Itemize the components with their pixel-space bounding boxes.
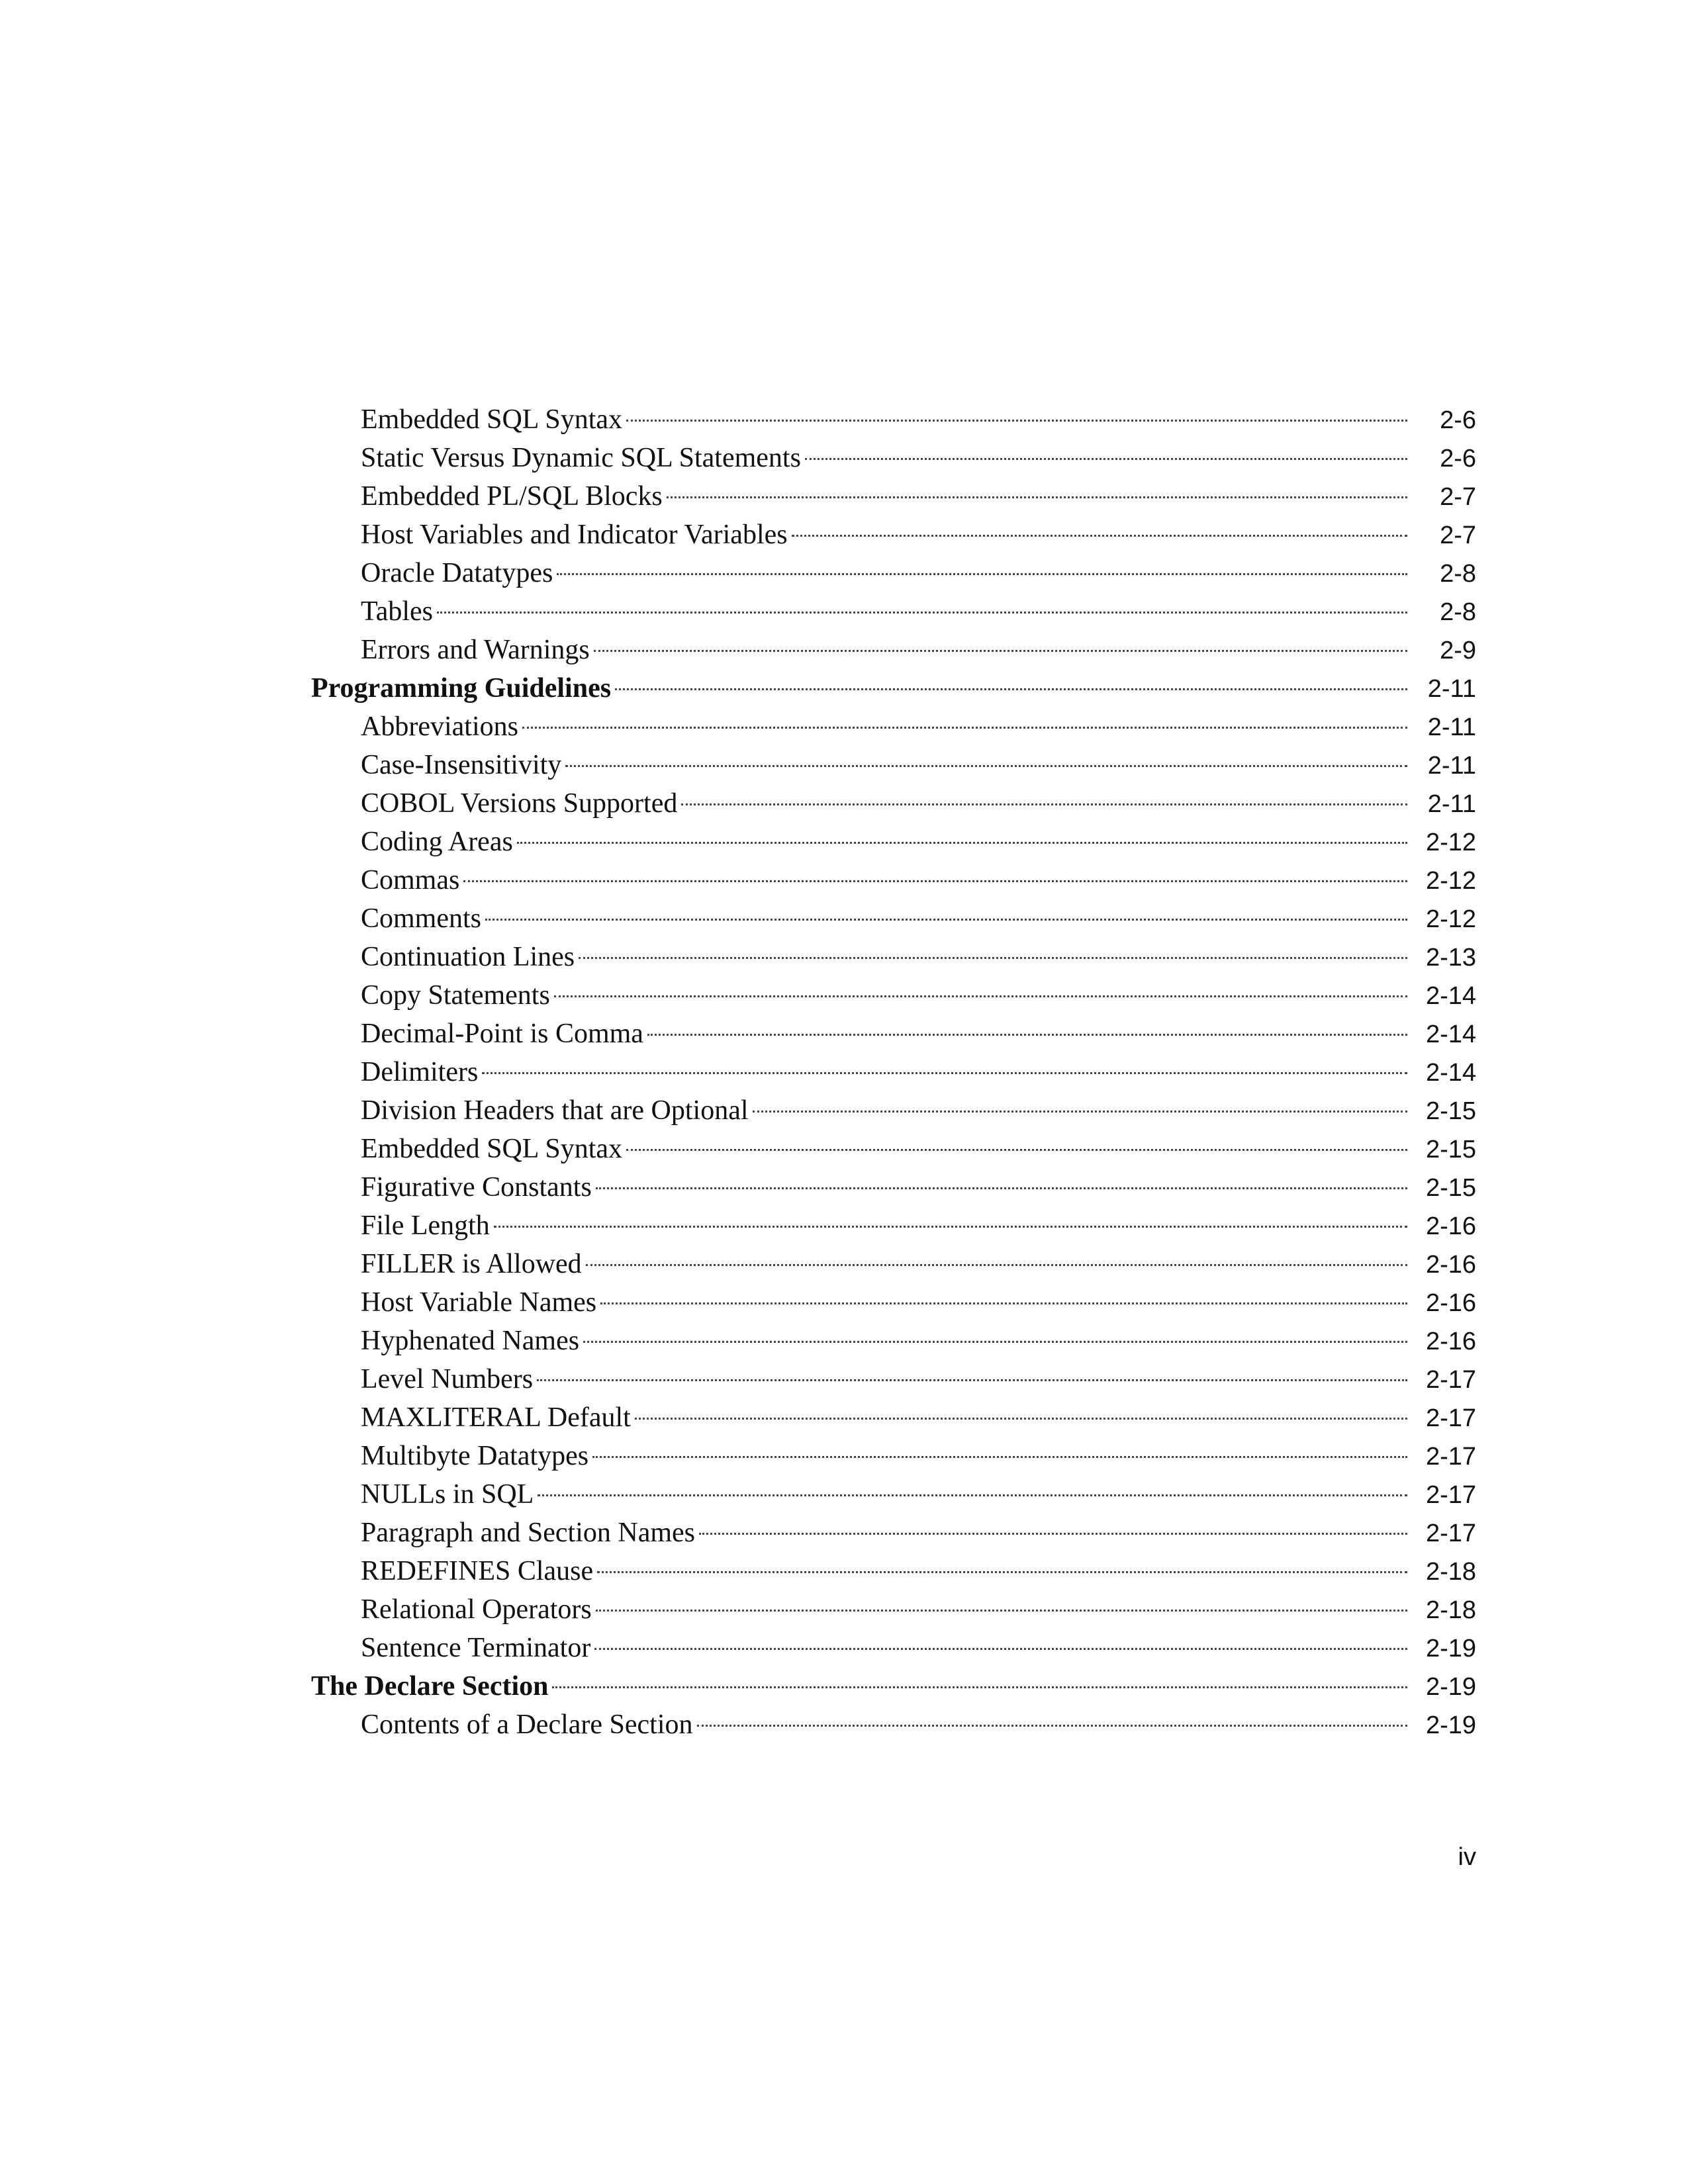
toc-entry-title: Static Versus Dynamic SQL Statements: [361, 443, 801, 473]
toc-entry-page: 2-19: [1425, 1635, 1476, 1662]
toc-entry[interactable]: [311, 823, 1476, 861]
toc-entry-page: 2-11: [1427, 790, 1476, 818]
dot-leader: [596, 1187, 1407, 1189]
toc-entry[interactable]: [311, 1398, 1476, 1437]
toc-entry-title: Multibyte Datatypes: [361, 1441, 589, 1471]
toc-entry-title: Case-Insensitivity: [361, 750, 562, 780]
dot-leader: [681, 803, 1407, 805]
toc-section-title: The Declare Section: [311, 1671, 549, 1702]
toc-entry[interactable]: [311, 477, 1476, 516]
toc-entry-title: NULLs in SQL: [361, 1479, 534, 1510]
toc-entry[interactable]: [311, 516, 1476, 554]
toc-entry-page: 2-14: [1425, 1059, 1476, 1087]
toc-section-entry[interactable]: [311, 1667, 1476, 1706]
dot-leader: [579, 957, 1407, 959]
toc-section-entry[interactable]: [311, 669, 1476, 707]
toc-entry[interactable]: [311, 400, 1476, 439]
toc-entry[interactable]: [311, 554, 1476, 592]
toc-entry[interactable]: [311, 1015, 1476, 1053]
dot-leader: [586, 1264, 1407, 1266]
toc-entry-title: Decimal-Point is Comma: [361, 1019, 643, 1049]
toc-entry[interactable]: [311, 1706, 1476, 1744]
dot-leader: [635, 1418, 1407, 1420]
toc-entry-title: Division Headers that are Optional: [361, 1095, 749, 1126]
table-of-contents: [311, 400, 1476, 1744]
toc-entry-page: 2-15: [1425, 1136, 1476, 1163]
toc-entry[interactable]: [311, 1245, 1476, 1283]
toc-entry-page: 2-17: [1425, 1520, 1476, 1547]
toc-entry-title: Comments: [361, 903, 482, 934]
toc-entry-page: 2-16: [1425, 1289, 1476, 1317]
toc-entry[interactable]: [311, 1514, 1476, 1552]
toc-entry-title: Paragraph and Section Names: [361, 1518, 696, 1548]
toc-entry[interactable]: [311, 1437, 1476, 1475]
toc-entry[interactable]: [311, 1552, 1476, 1590]
toc-entry-title: FILLER is Allowed: [361, 1249, 582, 1279]
toc-entry[interactable]: [311, 1360, 1476, 1398]
toc-entry-title: Host Variable Names: [361, 1287, 597, 1318]
toc-entry-title: Relational Operators: [361, 1594, 592, 1625]
dot-leader: [697, 1725, 1408, 1727]
toc-entry-page: 2-8: [1440, 598, 1476, 626]
dot-leader: [482, 1072, 1407, 1074]
dot-leader: [517, 842, 1407, 844]
toc-entry-page: 2-19: [1425, 1673, 1476, 1701]
toc-entry-page: 2-6: [1440, 445, 1476, 473]
dot-leader: [600, 1302, 1407, 1304]
dot-leader: [626, 1149, 1407, 1151]
dot-leader: [699, 1533, 1407, 1535]
toc-entry-title: Hyphenated Names: [361, 1326, 580, 1356]
toc-entry-page: 2-19: [1425, 1711, 1476, 1739]
dot-leader: [615, 688, 1407, 690]
dot-leader: [463, 880, 1407, 882]
toc-entry-title: File Length: [361, 1210, 490, 1241]
dot-leader: [437, 612, 1407, 614]
dot-leader: [554, 995, 1407, 997]
toc-entry[interactable]: [311, 861, 1476, 899]
dot-leader: [596, 1610, 1407, 1612]
toc-entry-title: Coding Areas: [361, 827, 513, 857]
toc-entry-page: 2-12: [1425, 829, 1476, 856]
toc-entry[interactable]: [311, 1168, 1476, 1206]
toc-entry[interactable]: [311, 746, 1476, 784]
toc-entry-page: 2-13: [1425, 944, 1476, 972]
toc-entry[interactable]: [311, 439, 1476, 477]
toc-entry-page: 2-7: [1440, 522, 1476, 549]
toc-entry-title: Continuation Lines: [361, 942, 575, 972]
toc-entry[interactable]: [311, 1283, 1476, 1322]
toc-entry-title: REDEFINES Clause: [361, 1556, 594, 1586]
toc-entry-page: 2-6: [1440, 406, 1476, 434]
dot-leader: [594, 1648, 1407, 1650]
toc-entry-title: Figurative Constants: [361, 1172, 592, 1203]
dot-leader: [592, 1456, 1407, 1458]
dot-leader: [594, 650, 1407, 652]
toc-entry-title: Embedded SQL Syntax: [361, 1134, 623, 1164]
dot-leader: [805, 458, 1407, 460]
toc-entry-page: 2-8: [1440, 560, 1476, 588]
toc-entry-page: 2-17: [1425, 1443, 1476, 1471]
toc-entry-title: Delimiters: [361, 1057, 479, 1087]
toc-entry-title: Errors and Warnings: [361, 635, 590, 665]
toc-entry-page: 2-17: [1425, 1366, 1476, 1394]
toc-entry[interactable]: [311, 631, 1476, 669]
toc-entry-page: 2-12: [1425, 905, 1476, 933]
dot-leader: [647, 1034, 1407, 1036]
toc-entry[interactable]: [311, 1091, 1476, 1130]
toc-entry-title: Tables: [361, 596, 434, 627]
toc-entry[interactable]: [311, 976, 1476, 1015]
toc-entry-page: 2-11: [1427, 675, 1476, 703]
toc-entry-page: 2-16: [1425, 1212, 1476, 1240]
toc-entry[interactable]: [311, 784, 1476, 823]
toc-entry-page: 2-15: [1425, 1174, 1476, 1202]
toc-entry-title: Copy Statements: [361, 980, 550, 1011]
toc-entry-page: 2-17: [1425, 1481, 1476, 1509]
toc-entry-title: Level Numbers: [361, 1364, 534, 1394]
dot-leader: [565, 765, 1407, 767]
toc-entry-title: Sentence Terminator: [361, 1633, 591, 1663]
dot-leader: [552, 1686, 1407, 1688]
toc-entry-page: 2-16: [1425, 1251, 1476, 1279]
dot-leader: [538, 1494, 1407, 1496]
toc-entry-title: Commas: [361, 865, 460, 895]
toc-entry-page: 2-15: [1425, 1097, 1476, 1125]
toc-entry-title: Oracle Datatypes: [361, 558, 553, 588]
toc-entry-title: COBOL Versions Supported: [361, 788, 678, 819]
toc-entry-page: 2-17: [1425, 1404, 1476, 1432]
toc-entry-page: 2-7: [1440, 483, 1476, 511]
toc-entry[interactable]: [311, 1590, 1476, 1629]
toc-entry[interactable]: [311, 1206, 1476, 1245]
toc-entry-page: 2-18: [1425, 1596, 1476, 1624]
toc-entry[interactable]: [311, 592, 1476, 631]
toc-entry-page: 2-14: [1425, 1021, 1476, 1048]
toc-entry-title: MAXLITERAL Default: [361, 1402, 631, 1433]
toc-entry[interactable]: [311, 1130, 1476, 1168]
toc-entry-page: 2-9: [1440, 637, 1476, 664]
toc-entry[interactable]: [311, 1629, 1476, 1667]
dot-leader: [753, 1111, 1408, 1113]
toc-entry-page: 2-18: [1425, 1558, 1476, 1586]
toc-entry-title: Contents of a Declare Section: [361, 1709, 693, 1740]
toc-entry[interactable]: [311, 1475, 1476, 1514]
toc-entry-title: Abbreviations: [361, 711, 518, 742]
page-number: iv: [1458, 1843, 1476, 1871]
dot-leader: [626, 420, 1407, 422]
toc-entry-title: Embedded PL/SQL Blocks: [361, 481, 663, 512]
toc-entry-page: 2-14: [1425, 982, 1476, 1010]
toc-section-title: Programming Guidelines: [311, 673, 612, 704]
toc-entry[interactable]: [311, 899, 1476, 938]
toc-entry-page: 2-11: [1427, 752, 1476, 780]
toc-entry[interactable]: [311, 707, 1476, 746]
toc-entry-page: 2-16: [1425, 1328, 1476, 1355]
toc-entry[interactable]: [311, 938, 1476, 976]
dot-leader: [522, 727, 1407, 729]
toc-entry[interactable]: [311, 1053, 1476, 1091]
toc-entry-title: Embedded SQL Syntax: [361, 404, 623, 435]
dot-leader: [667, 496, 1407, 498]
dot-leader: [792, 535, 1407, 537]
dot-leader: [557, 573, 1407, 575]
dot-leader: [537, 1379, 1407, 1381]
dot-leader: [583, 1341, 1407, 1343]
toc-entry-page: 2-11: [1427, 713, 1476, 741]
toc-entry-title: Host Variables and Indicator Variables: [361, 520, 788, 550]
dot-leader: [485, 919, 1407, 921]
dot-leader: [597, 1571, 1407, 1573]
dot-leader: [494, 1226, 1407, 1228]
toc-entry-page: 2-12: [1425, 867, 1476, 895]
toc-entry[interactable]: [311, 1322, 1476, 1360]
